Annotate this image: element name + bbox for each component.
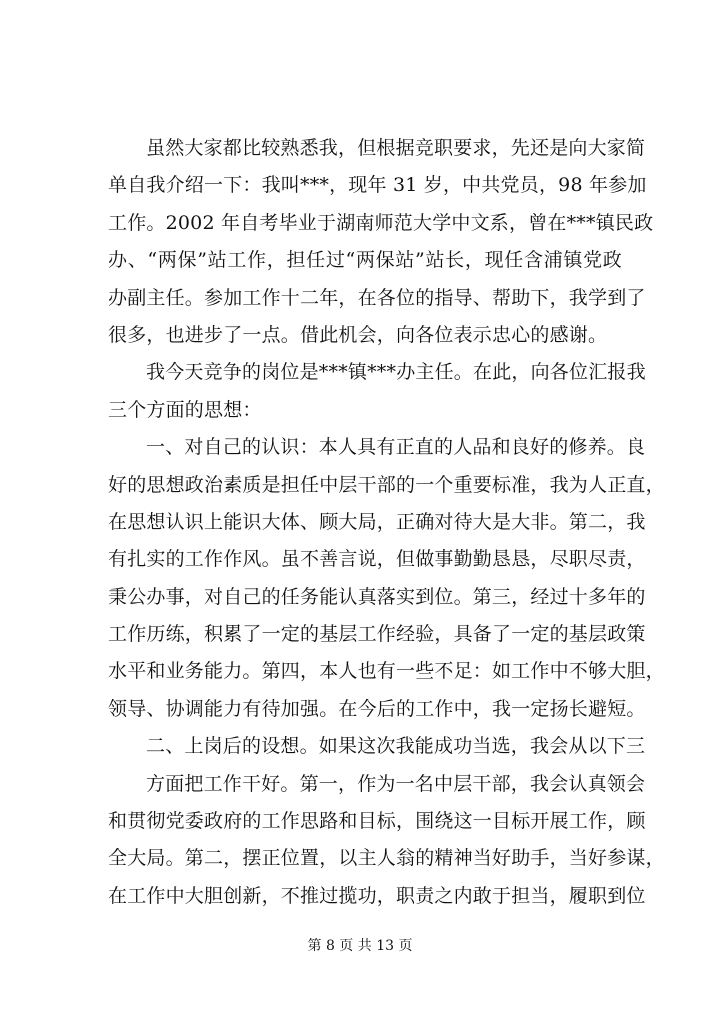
text-line: 单自我介绍一下：我叫***，现年 31 岁，中共党员，98 年参加 [108, 174, 647, 197]
text-line: 有扎实的工作作风。虽不善言说，但做事勤勤恳恳，尽职尽责， [108, 548, 646, 571]
text-line: 三个方面的思想： [108, 398, 262, 421]
text-line: 二、上岗后的设想。如果这次我能成功当选，我会从以下三 [146, 735, 646, 758]
text-line: 方面把工作干好。第一，作为一名中层干部，我会认真领会 [146, 772, 646, 795]
text-line: 我今天竞争的岗位是***镇***办主任。在此，向各位汇报我 [146, 361, 646, 384]
text-line: 秉公办事，对自己的任务能认真落实到位。第三，经过十多年的 [108, 585, 646, 608]
text-line: 办副主任。参加工作十二年，在各位的指导、帮助下，我学到了 [108, 286, 646, 309]
text-line: 好的思想政治素质是担任中层干部的一个重要标准，我为人正直， [108, 473, 665, 496]
text-line: 在思想认识上能识大体、顾大局，正确对待大是大非。第二，我 [108, 510, 646, 533]
text-line: 一、对自己的认识：本人具有正直的人品和良好的修养。良 [146, 436, 646, 459]
text-line: 水平和业务能力。第四，本人也有一些不足：如工作中不够大胆， [108, 660, 665, 683]
text-line: 和贯彻党委政府的工作思路和目标，围绕这一目标开展工作，顾 [108, 810, 646, 833]
text-line: 全大局。第二，摆正位置，以主人翁的精神当好助手，当好参谋， [108, 847, 665, 870]
document-body [108, 130, 665, 915]
page-number-footer: 第 8 页 共 13 页 [307, 938, 413, 954]
text-line: 虽然大家都比较熟悉我，但根据竞职要求，先还是向大家简 [146, 137, 646, 159]
text-line: 工作历练，积累了一定的基层工作经验，具备了一定的基层政策 [108, 623, 646, 646]
text-line: 工作。2002 年自考毕业于湖南师范大学中文系，曾在***镇民政 [108, 211, 654, 234]
text-line: 在工作中大胆创新，不推过揽功，职责之内敢于担当，履职到位 [108, 884, 646, 907]
text-line: 很多，也进步了一点。借此机会，向各位表示忠心的感谢。 [108, 323, 608, 346]
text-line: 办、“两保”站工作，担任过“两保站”站长，现任含浦镇党政 [108, 249, 622, 272]
text-line: 领导、协调能力有待加强。在今后的工作中，我一定扬长避短。 [108, 697, 646, 720]
